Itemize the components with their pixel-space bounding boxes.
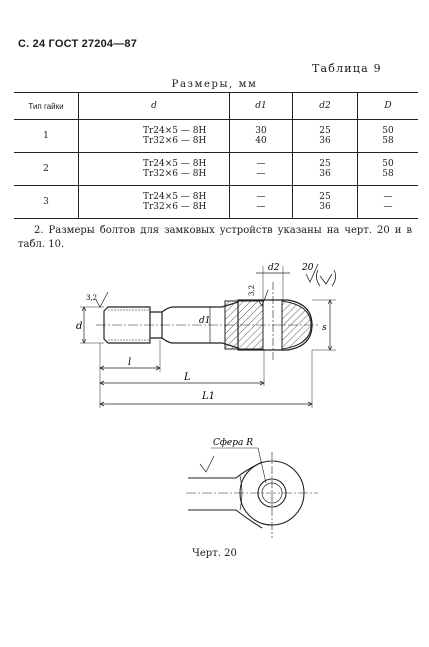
cell-D: 50 58 bbox=[358, 153, 419, 186]
label-L: L bbox=[184, 372, 191, 383]
cell-d: Tr24×5 — 8H Tr32×6 — 8H bbox=[79, 186, 230, 219]
label-d1: d1 bbox=[199, 316, 211, 326]
cell-type: 3 bbox=[14, 186, 79, 219]
page-header: С. 24 ГОСТ 27204—87 bbox=[18, 38, 138, 50]
cell-d1: — — bbox=[230, 153, 293, 186]
table-number: Таблица 9 bbox=[312, 62, 382, 75]
thread-section bbox=[104, 307, 150, 343]
cell-d1: 30 40 bbox=[230, 120, 293, 153]
figure-caption: Черт. 20 bbox=[192, 548, 237, 559]
cell-d2: 25 36 bbox=[293, 120, 358, 153]
cell-type: 2 bbox=[14, 153, 79, 186]
roughness-general: 20 bbox=[302, 263, 314, 273]
roughness-mark-icon bbox=[96, 292, 108, 307]
roughness-thread: 3,2 bbox=[86, 294, 98, 302]
label-sphere: Сфера R bbox=[213, 438, 254, 448]
label-d: d bbox=[76, 321, 83, 332]
label-l: l bbox=[128, 357, 132, 368]
cell-d2: 25 36 bbox=[293, 186, 358, 219]
col-header-d1: d1 bbox=[230, 93, 293, 120]
note-paragraph: 2. Размеры болтов для замковых устройств указаны на черт. 20 и в табл. 10. bbox=[18, 225, 412, 250]
label-d2: d2 bbox=[268, 263, 280, 273]
cell-d: Tr24×5 — 8H Tr32×6 — 8H bbox=[79, 120, 230, 153]
roughness-top-icon bbox=[200, 456, 214, 472]
col-header-D: D bbox=[358, 93, 419, 120]
col-header-type: Тип гайки bbox=[14, 93, 79, 120]
label-s: s bbox=[322, 323, 327, 333]
roughness-head: 3,2 bbox=[248, 284, 256, 296]
cell-d1: — — bbox=[230, 186, 293, 219]
table-caption: Размеры, мм bbox=[171, 79, 258, 90]
col-header-d2: d2 bbox=[293, 93, 358, 120]
col-header-d: d bbox=[79, 93, 230, 120]
cell-d2: 25 36 bbox=[293, 153, 358, 186]
roughness-bracket-icon bbox=[316, 270, 335, 286]
cell-type: 1 bbox=[14, 120, 79, 153]
cell-D: 50 58 bbox=[358, 120, 419, 153]
cell-d: Tr24×5 — 8H Tr32×6 — 8H bbox=[79, 153, 230, 186]
cell-D: — — bbox=[358, 186, 419, 219]
label-L1: L1 bbox=[202, 391, 216, 402]
